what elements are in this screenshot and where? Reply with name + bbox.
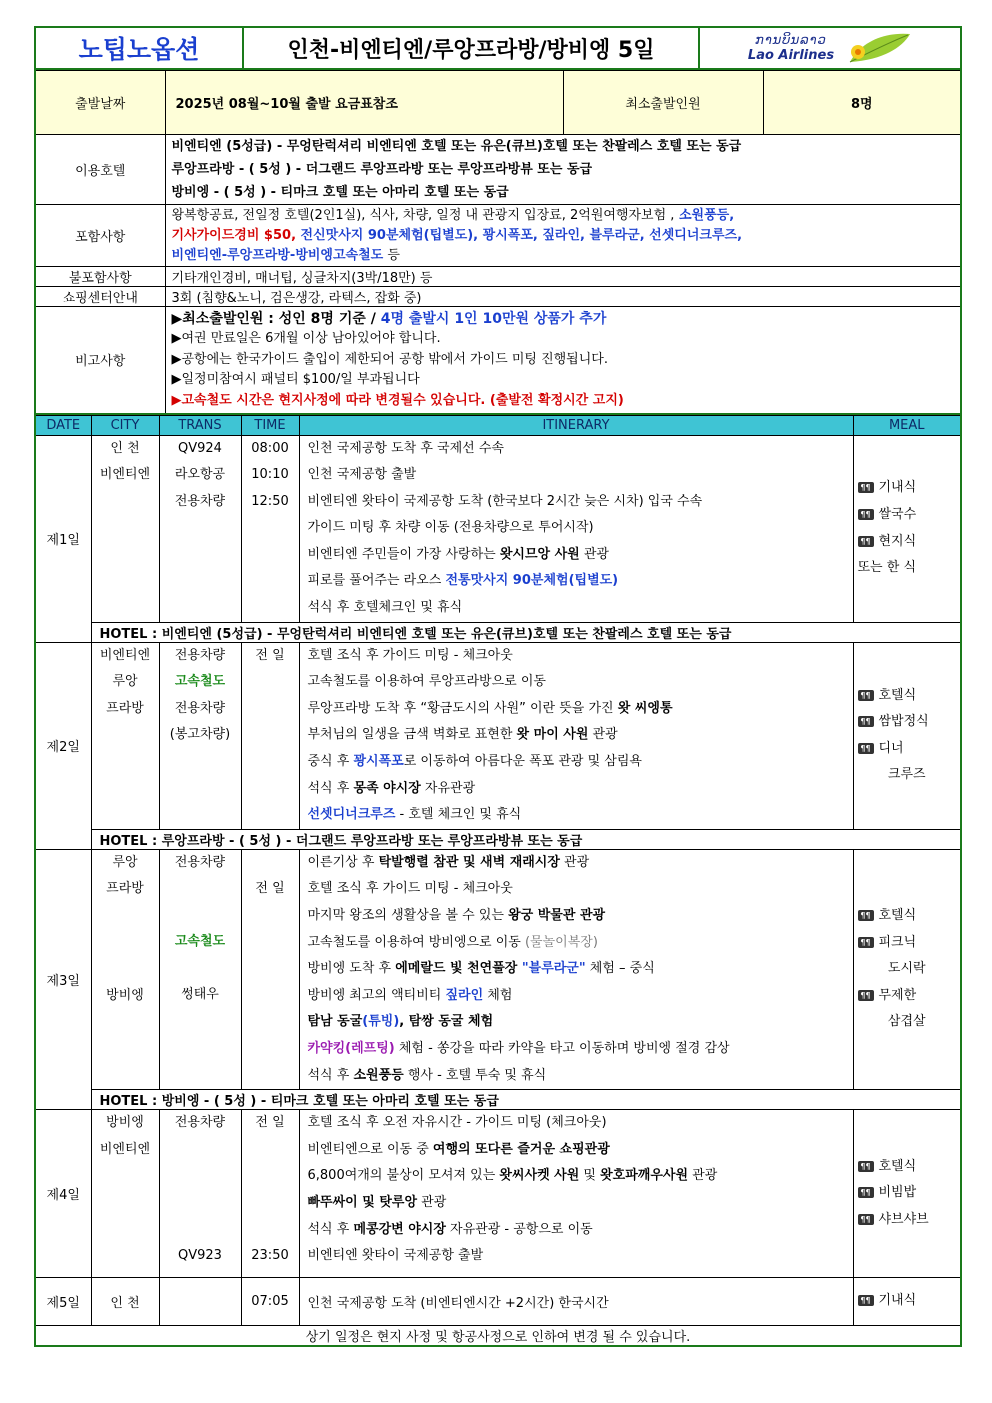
- itinerary-text: 마지막 왕조의 생활상을 볼 수 있는: [307, 908, 509, 923]
- itinerary-line: 호텔 조식 후 가이드 미팅 - 체크아웃: [307, 881, 513, 897]
- itinerary-text: 체험 - 쏭강을 따라 카약을 타고 이동하며 방비엥 절경 감상: [394, 1040, 730, 1056]
- meal: 무제한: [878, 987, 917, 1003]
- note-highlight: 4명 출발시 1인 10만원 상품가 추가: [380, 310, 607, 327]
- itinerary-text: 고속철도를 이용하여 방비엥으로 이동: [307, 934, 525, 950]
- time: 23:50: [251, 1247, 289, 1263]
- meal: 기내식: [878, 1293, 917, 1309]
- col-date: DATE: [35, 415, 91, 435]
- itinerary-highlight: 탐남 동굴: [307, 1014, 363, 1030]
- note-line: ▶일정미참여시 패널티 $100/일 부과됩니다: [171, 372, 420, 387]
- itinerary-highlight: 몽족 야시장: [353, 780, 421, 796]
- itinerary-text: 관광: [559, 854, 590, 870]
- fork-knife-icon: ¶¶: [858, 1161, 874, 1172]
- day-2-hotel: HOTEL : 루앙프라방 - ( 5성 ) - 더그랜드 루앙프라방 또는 루앙프라방뷰 또는 동급: [91, 829, 961, 849]
- trans: 썽태우: [181, 987, 219, 1002]
- time: 07:05: [241, 1278, 299, 1326]
- itinerary-highlight: 왓 씨엥통: [617, 700, 673, 716]
- itinerary-highlight: 꽝시폭포: [353, 754, 404, 770]
- col-meal: MEAL: [853, 415, 961, 435]
- itinerary-line: 비엔티엔 왓타이 국제공항 도착 (한국보다 2시간 늦은 시차) 입국 수속: [307, 493, 703, 509]
- itinerary-highlight: 메콩강변 야시장: [353, 1221, 446, 1237]
- meal: 또는 한 식: [857, 560, 916, 576]
- fork-knife-icon: ¶¶: [858, 937, 874, 948]
- city: 루앙: [112, 854, 138, 870]
- itinerary-highlight: 에메랄드 빛 천연풀장: [395, 961, 522, 977]
- day-1-hotel: HOTEL : 비엔티엔 (5성급) - 무엉탄럭셔리 비엔티엔 호텔 또는 유은(큐브)호텔 또는 찬팔레스 호텔 또는 동급: [91, 622, 961, 642]
- itinerary-highlight: 소원풍등: [353, 1067, 404, 1083]
- include-label: 포함사항: [35, 205, 165, 267]
- day-2-date: 제2일: [35, 642, 91, 849]
- header-table: [34, 26, 962, 70]
- fork-knife-icon: ¶¶: [858, 1187, 874, 1198]
- info-table: [34, 70, 962, 415]
- meal: 디너: [878, 740, 904, 756]
- leaf-icon: [842, 30, 912, 66]
- itinerary-line: 호텔 조식 후 가이드 미팅 - 체크아웃: [307, 647, 513, 663]
- trans: 라오항공: [174, 467, 226, 483]
- itinerary-text: 이른기상 후: [307, 854, 379, 870]
- include-highlight: 전신맛사지 90분체험(팁별도), 꽝시폭포, 짚라인, 블루라군, 선셋디너크루즈,: [296, 227, 743, 243]
- day-5-date: 제5일: [35, 1278, 91, 1326]
- itinerary-highlight: 왓씨사켓 사원: [499, 1168, 580, 1184]
- meal: 쌀국수: [878, 506, 917, 522]
- exclude-label: 불포함사항: [35, 267, 165, 287]
- itinerary-text: 비엔티엔으로 이동 중: [307, 1141, 433, 1157]
- note-line: ▶최소출발인원 : 성인 8명 기준 /: [171, 310, 381, 327]
- itinerary-highlight: 왕궁 박물관 관광: [508, 908, 606, 923]
- trans: 전용차량: [174, 700, 226, 716]
- itinerary-text: 체험 – 중식: [585, 961, 655, 977]
- time: 08:00: [251, 440, 289, 456]
- day-3-hotel: HOTEL : 방비엥 - ( 5성 ) - 티마크 호텔 또는 아마리 호텔 또는 동급: [91, 1090, 961, 1110]
- meal: 피크닉: [878, 934, 917, 950]
- trans: QV923: [178, 1247, 222, 1263]
- city: 인 천: [110, 440, 140, 456]
- meal: 현지식: [878, 533, 917, 549]
- time: 12:50: [251, 493, 289, 509]
- itinerary-text: 관광: [688, 1168, 718, 1184]
- trans: 전용차량: [174, 854, 226, 870]
- trans: 고속철도: [174, 934, 226, 950]
- city: 방비엥: [106, 1115, 144, 1131]
- meal: 기내식: [878, 480, 917, 496]
- col-time: TIME: [241, 415, 299, 435]
- itinerary-line: 고속철도를 이용하여 루앙프라방으로 이동: [307, 674, 546, 690]
- fork-knife-icon: ¶¶: [858, 910, 874, 921]
- include-text: 왕복항공료, 전일정 호텔(2인1실), 식사, 차량, 일정 내 관광지 입장료, 2억원여행자보험 ,: [171, 207, 675, 223]
- shopping-value: 3회 (침향&노니, 검은생강, 라텍스, 잡화 중): [165, 287, 961, 307]
- col-itinerary: ITINERARY: [299, 415, 853, 435]
- shopping-label: 쇼핑센터안내: [35, 287, 165, 307]
- brand-title: 노팁노옵션: [35, 27, 243, 69]
- page-title: 인천-비엔티엔/루앙프라방/방비엥 5일: [243, 27, 699, 69]
- itinerary-text: 관광: [588, 727, 618, 743]
- time: 10:10: [251, 467, 289, 483]
- meal: 호텔식: [878, 1158, 917, 1174]
- fork-knife-icon: ¶¶: [858, 536, 874, 547]
- col-trans: TRANS: [159, 415, 241, 435]
- trans: 고속철도: [174, 674, 226, 690]
- itinerary-text: 루앙프라방 도착 후 “황금도시의 사원” 이란 뜻을 가진: [307, 700, 618, 716]
- itinerary-text: 방비엥 최고의 액티비티: [307, 987, 446, 1003]
- itinerary-line: 가이드 미팅 후 차량 이동 (전용차량으로 투어시작): [307, 520, 594, 536]
- meal: 비빔밥: [878, 1185, 917, 1201]
- meal: 도시락: [887, 961, 926, 977]
- hotel-label: 이용호텔: [35, 135, 165, 205]
- itinerary-text: 로 이동하여 아름다운 폭포 관광 및 삼림욕: [403, 754, 642, 770]
- itinerary-note: (물놀이복장): [524, 934, 598, 950]
- itinerary-highlight: 빠뚜싸이 및 탓루앙: [307, 1194, 418, 1210]
- day-3-date: 제3일: [35, 849, 91, 1109]
- trans: QV924: [178, 440, 222, 456]
- itinerary-text: 관광: [417, 1194, 447, 1210]
- note-line: ▶공항에는 한국가이드 출입이 제한되어 공항 밖에서 가이드 미팅 진행됩니다.: [171, 351, 608, 367]
- itinerary-text: 부처님의 일생을 금색 벽화로 표현한: [307, 727, 517, 743]
- itinerary-text: 자유관광: [420, 780, 476, 796]
- itinerary-line: 석식 후 호텔체크인 및 휴식: [307, 600, 463, 616]
- itinerary-line: 인천 국제공항 출발: [307, 467, 417, 483]
- itinerary-highlight: , 탐쌍 동굴 체험: [399, 1014, 494, 1030]
- city: 비엔티엔: [99, 1141, 151, 1157]
- day-1-date: 제1일: [35, 435, 91, 642]
- itinerary-text: 석식 후: [307, 780, 354, 796]
- itinerary-text: 체험: [483, 987, 513, 1003]
- itinerary-text: 피로를 풀어주는 라오스: [307, 573, 446, 589]
- include-guide-fee: 기사가이드경비 $50,: [171, 227, 297, 243]
- itinerary-line: 인천 국제공항 도착 (비엔티엔시간 +2시간) 한국시간: [299, 1278, 853, 1326]
- city: 인 천: [91, 1278, 159, 1326]
- itinerary-line: 인천 국제공항 도착 후 국제선 수속: [307, 440, 504, 456]
- col-city: CITY: [91, 415, 159, 435]
- city: 비엔티엔: [99, 647, 151, 663]
- day-4-date: 제4일: [35, 1110, 91, 1278]
- departure-value: 2025년 08월~10월 출발 요금표참조: [165, 71, 563, 135]
- fork-knife-icon: ¶¶: [858, 990, 874, 1001]
- fork-knife-icon: ¶¶: [858, 690, 874, 701]
- exclude-value: 기타개인경비, 매너팁, 싱글차지(3박/18만) 등: [165, 267, 961, 287]
- itinerary-text: 방비엥 도착 후: [307, 961, 396, 977]
- fork-knife-icon: ¶¶: [858, 716, 874, 727]
- itinerary-highlight: 왓시므앙 사원: [499, 546, 580, 562]
- city: 루앙: [112, 674, 138, 690]
- note-label: 비고사항: [35, 307, 165, 414]
- trans: 전용차량: [174, 1115, 226, 1131]
- trans: (봉고차량): [169, 727, 231, 743]
- itinerary-text: 6,800여개의 불상이 모셔져 있는: [307, 1168, 500, 1184]
- itinerary-highlight: 왓 마이 사원: [516, 727, 589, 743]
- min-travelers-value: 8명: [763, 71, 961, 135]
- meal: 삼겹살: [887, 1014, 926, 1030]
- hotel-line: 비엔티엔 (5성급) - 무엉탄럭셔리 비엔티엔 호텔 또는 유은(큐브)호텔 또는 찬팔레스 호텔 또는 동급: [171, 139, 742, 154]
- itinerary-text: 중식 후: [307, 754, 354, 770]
- meal: 샤브샤브: [878, 1211, 929, 1227]
- trans: 전용차량: [174, 647, 226, 663]
- itinerary-text: 비엔티엔 주민들이 가장 사랑하는: [307, 546, 500, 562]
- itinerary-text: 행사 - 호텔 투숙 및 휴식: [403, 1067, 547, 1083]
- meal: 크루즈: [887, 767, 926, 783]
- note-warning: ▶고속철도 시간은 현지사정에 따라 변경될수 있습니다. (출발전 확정시간 고지): [171, 392, 624, 408]
- meal: 쌈밥정식: [878, 714, 929, 730]
- include-text: 등: [383, 247, 400, 263]
- itinerary-highlight: 선셋디너크루즈: [307, 807, 396, 823]
- itinerary-sheet: [34, 26, 960, 1347]
- itinerary-highlight: (튜빙): [362, 1014, 400, 1030]
- time: 전 일: [255, 880, 285, 896]
- itinerary-highlight: 탁발행렬 참관 및 새벽 재래시장: [378, 854, 560, 870]
- itinerary-text: 석식 후: [307, 1221, 354, 1237]
- logo-name: Lao Airlines: [747, 48, 835, 63]
- itinerary-highlight: 짚라인: [445, 987, 484, 1003]
- itinerary-highlight: 여행의 또다른 즐거운 쇼핑관광: [432, 1141, 610, 1157]
- fork-knife-icon: ¶¶: [858, 743, 874, 754]
- include-train: 비엔티엔-루앙프라방-방비엥고속철도: [171, 247, 384, 263]
- itinerary-line: 호텔 조식 후 오전 자유시간 - 가이드 미팅 (체크아웃): [307, 1115, 607, 1131]
- departure-label: 출발날짜: [35, 71, 165, 135]
- airline-logo: [699, 27, 961, 69]
- itinerary-table: [34, 415, 962, 1348]
- itinerary-highlight: 전통맛사지 90분체험(팁별도): [445, 573, 619, 589]
- itinerary-line: 비엔티엔 왓타이 국제공항 출발: [307, 1248, 484, 1264]
- itinerary-highlight: "블루라군": [521, 961, 586, 977]
- min-travelers-label: 최소출발인원: [563, 71, 763, 135]
- itinerary-text: 및: [579, 1168, 601, 1184]
- itinerary-highlight: 카약킹(레프팅): [307, 1040, 395, 1056]
- note-line: ▶여권 만료일은 6개월 이상 남아있어야 합니다.: [171, 331, 441, 346]
- time: 전 일: [255, 647, 285, 663]
- hotel-line: 루앙프라방 - ( 5성 ) - 더그랜드 루앙프라방 또는 루앙프라방뷰 또는 동급: [171, 162, 593, 177]
- fork-knife-icon: ¶¶: [858, 509, 874, 520]
- fork-knife-icon: ¶¶: [858, 482, 874, 493]
- city: 비엔티엔: [99, 467, 151, 483]
- meal: 호텔식: [878, 908, 917, 923]
- city: 프라방: [106, 700, 144, 716]
- meal: 호텔식: [878, 687, 917, 703]
- fork-knife-icon: ¶¶: [858, 1214, 874, 1225]
- city: 방비엥: [106, 988, 144, 1003]
- hotel-line: 방비엥 - ( 5성 ) - 티마크 호텔 또는 아마리 호텔 또는 동급: [171, 185, 509, 200]
- include-highlight: 소원풍등,: [674, 207, 735, 223]
- footer-note: 상기 일정은 현지 사정 및 항공사정으로 인하여 변경 될 수 있습니다.: [35, 1326, 961, 1347]
- trans: 전용차량: [174, 493, 226, 509]
- city: 프라방: [106, 881, 144, 897]
- itinerary-text: - 호텔 체크인 및 휴식: [395, 807, 522, 823]
- time: 전 일: [255, 1115, 285, 1131]
- logo-script: ການບິນລາວ: [755, 33, 827, 48]
- fork-knife-icon: ¶¶: [858, 1295, 874, 1306]
- itinerary-text: 관광: [579, 546, 609, 562]
- itinerary-text: 자유관광 - 공항으로 이동: [445, 1221, 593, 1237]
- itinerary-text: 석식 후: [307, 1067, 354, 1083]
- itinerary-highlight: 왓호파깨우사원: [600, 1168, 688, 1184]
